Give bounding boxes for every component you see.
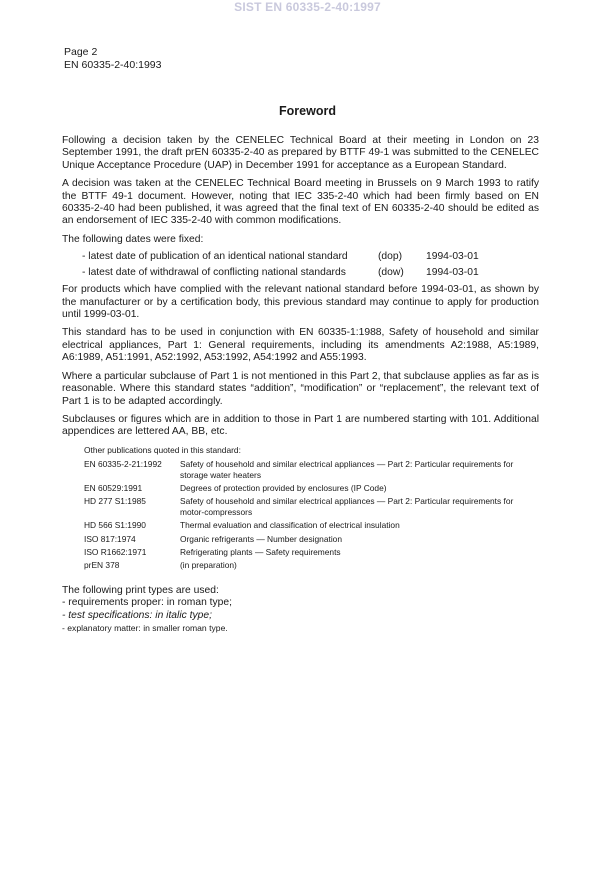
paragraph: The following dates were fixed: bbox=[62, 233, 204, 245]
print-type-requirements: - requirements proper: in roman type; bbox=[62, 597, 232, 609]
page-header bbox=[64, 46, 162, 72]
page-title: Foreword bbox=[279, 104, 336, 118]
print-type-explanatory: - explanatory matter: in smaller roman type. bbox=[62, 623, 228, 633]
print-type-tests: - test specifications: in italic type; bbox=[62, 609, 212, 621]
date-code: (dow) bbox=[378, 267, 404, 279]
publication-title: Safety of household and similar electrical appliances — Part 2: Particular requirements for storage water heaters bbox=[180, 459, 514, 480]
publication-title: Refrigerating plants — Safety requirements bbox=[180, 546, 341, 557]
publications-list bbox=[62, 445, 539, 571]
publication-ref: EN 60529:1991 bbox=[84, 482, 143, 493]
date-description: - latest date of withdrawal of conflicting national standards bbox=[82, 267, 346, 279]
page-number: Page 2 bbox=[64, 46, 98, 58]
publication-ref: prEN 378 bbox=[84, 560, 120, 571]
date-description: - latest date of publication of an identical national standard bbox=[82, 251, 348, 263]
publication-ref: HD 277 S1:1985 bbox=[84, 496, 146, 507]
date-value: 1994-03-01 bbox=[426, 251, 479, 263]
date-value: 1994-03-01 bbox=[426, 267, 479, 279]
publication-ref: EN 60335-2-21:1992 bbox=[84, 459, 162, 470]
date-row bbox=[62, 249, 539, 265]
publication-row bbox=[62, 520, 539, 530]
publication-ref: ISO 817:1974 bbox=[84, 533, 136, 544]
publication-row bbox=[62, 496, 539, 517]
dates-list bbox=[62, 249, 539, 281]
publication-row bbox=[62, 547, 539, 557]
paragraph: Where a particular subclause of Part 1 is not mentioned in this Part 2, that subclause applies as far as is reasonable. Where this standard states “addition”, “modification” or “replacement”, the relevant text of Part 1 is to be adapted accordingly. bbox=[62, 370, 539, 407]
standard-number: EN 60335-2-40:1993 bbox=[64, 59, 162, 71]
publication-row bbox=[62, 459, 539, 480]
publication-row bbox=[62, 483, 539, 493]
date-code: (dop) bbox=[378, 251, 403, 263]
paragraph: Subclauses or figures which are in addition to those in Part 1 are numbered starting with 101. Additional appendices are lettered AA, BB, etc. bbox=[62, 413, 539, 438]
watermark: SIST EN 60335-2-40:1997 bbox=[234, 0, 381, 14]
publication-ref: ISO R1662:1971 bbox=[84, 546, 147, 557]
publication-title: Safety of household and similar electrical appliances — Part 2: Particular requirements for motor-compressors bbox=[180, 496, 514, 517]
print-types-heading: The following print types are used: bbox=[62, 584, 219, 596]
paragraph: This standard has to be used in conjunction with EN 60335-1:1988, Safety of household and similar electrical appliances, Part 1: General requirements, including its amendments A2:1988, A5:1989, A6:1989, A51:1991, A52:1992, A53:1992, A54:1992 and A55:1993. bbox=[62, 327, 539, 364]
publication-ref: HD 566 S1:1990 bbox=[84, 520, 146, 531]
publication-title: Organic refrigerants — Number designation bbox=[180, 533, 342, 544]
paragraph: For products which have complied with the relevant national standard before 1994-03-01, as shown by the manufacturer or by a certification body, this previous standard may continue to apply for production until 1999-03-01. bbox=[62, 284, 539, 321]
publications-heading: Other publications quoted in this standard: bbox=[84, 444, 241, 455]
foreword-body bbox=[62, 135, 539, 634]
publication-title: Thermal evaluation and classification of electrical insulation bbox=[180, 520, 400, 531]
paragraph: Following a decision taken by the CENELEC Technical Board at their meeting in London on 23 September 1991, the draft prEN 60335-2-40 as prepared by BTTF 49-1 was submitted to the CENELEC Unique Acceptance Procedure (UAP) in December 1991 for acceptance as a European Standard. bbox=[62, 135, 539, 171]
publication-row bbox=[62, 534, 539, 544]
print-types bbox=[62, 585, 539, 635]
publication-row bbox=[62, 560, 539, 570]
date-row bbox=[62, 265, 539, 281]
paragraph: A decision was taken at the CENELEC Technical Board meeting in Brussels on 9 March 1993 to ratify the BTTF 49-1 document. However, noting that IEC 335-2-40 which had been firmly based on EN 60335-2-40 had been published, it was agreed that the final text of EN 60335-2-40 should be edited as an endorsement of IEC 335-2-40 with common modifications. bbox=[62, 178, 539, 227]
publication-title: Degrees of protection provided by enclosures (IP Code) bbox=[180, 482, 387, 493]
publication-title: (in preparation) bbox=[180, 560, 237, 571]
